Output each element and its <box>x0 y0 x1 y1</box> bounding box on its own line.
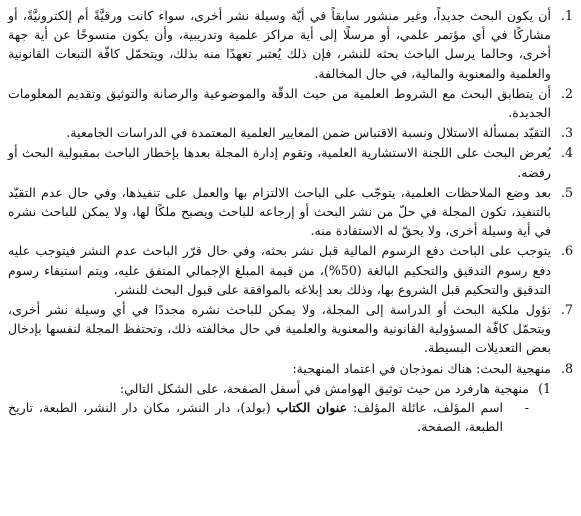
item-number: 4. <box>560 145 573 161</box>
list-item-5 <box>8 183 573 241</box>
bullet-item <box>8 398 573 436</box>
item-text: بعد وضع الملاحظات العلمية، يتوجّب على الباحث الالتزام بها والعمل على تنفيذها، وفي حال عدم التقيّد بالتنفيذ، تكون المجلة في حلّ من نشر البحث أو إرجاعه للباحث ويصبح ملكًا لها، ولا يمكن للباحث نشره في أية وسيلة أخرى، ولا يحقّ له الاستفادة منه. <box>8 184 551 239</box>
item-number: 1. <box>560 8 573 23</box>
sub-item-number: 1) <box>538 380 551 396</box>
list-item-7 <box>8 300 573 358</box>
item-number: 5. <box>560 184 573 200</box>
item-number: 7. <box>560 302 573 318</box>
list-item-4 <box>8 143 573 181</box>
item-number: 8. <box>560 360 573 376</box>
item-text: يُعرض البحث على اللجنة الاستشارية العلمية، وتقوم إدارة المجلة بعدها بإخطار الباحث بمقبولية البحث أو رفضه. <box>8 145 551 180</box>
bullet-text-after: (بولد)، دار النشر، مكان دار النشر، الطبعة، تاريخ الطبعة، الصفحة. <box>8 400 503 435</box>
item-text: أن يتطابق البحث مع الشروط العلمية من حيث الدقّة والموضوعية والرصانة والتوثيق وتقديم المعلومات الجديدة. <box>8 85 551 121</box>
bullet-text-before: اسم المؤلف، عائلة المؤلف: <box>347 400 503 416</box>
list-item-6 <box>8 241 573 299</box>
item-text: منهجية البحث: هناك نموذجان في اعتماد المنهجية: <box>292 360 551 376</box>
list-item-2 <box>8 84 573 122</box>
sub-list-item-1 <box>8 379 573 398</box>
item-number: 2. <box>560 85 573 101</box>
book-title-label: عنوان الكتاب <box>276 400 348 416</box>
sub-item-text: منهجية هارفرد من حيث توثيق الهوامش في أسفل الصفحة، على الشكل التالي: <box>119 380 529 396</box>
item-text: يتوجب على الباحث دفع الرسوم المالية قبل نشر بحثه، وفي حال قرّر الباحث عدم النشر فيتوجب عليه دفع رسوم التدقيق والتحكيم البالغة (50%)، من قيمة المبلغ الإجمالي المتفق عليه، ويتم استيفاء رسوم التدقيق والتحكيم قبل الشروع بها، وذلك بعد إبلاغه بالموافقة على قبول البحث للنشر. <box>8 243 551 297</box>
item-text: تؤول ملكية البحث أو الدراسة إلى المجلة، ولا يمكن للباحث نشره مجددًا في أي وسيلة نشر أخرى، ويتحمّل كافّة المسؤولية القانونية والمعنوية والعلمية في حال مخالفته ذلك، وتحتفظ المجلة لنفسها بإدخال بعض التعديلات البسيطة. <box>8 302 551 356</box>
bullet-text <box>8 398 503 436</box>
item-number: 6. <box>560 243 573 259</box>
list-item-8 <box>8 359 573 378</box>
list-item-3 <box>8 123 573 142</box>
item-text: التقيّد بمسألة الاستلال ونسبة الاقتباس ضمن المعايير العلمية المعتمدة في الدراسات الجامعية. <box>66 125 551 141</box>
item-text: أن يكون البحث جديداً، وغير منشور سابقاً في أيّة وسيلة نشر أخرى، سواء كانت ورقيَّةً أم إلكترونيَّةً، أو مشاركًا في أي مؤتمر علمي، أو مرسلًا إلى أية مراكز علمية وتدريبية، وأن يكون منسوخًا عن أية جهة أخرى، وحالما يرسل الباحث بحثه للنشر، فإن ذلك يُعتبر تعهدًا منه بذلك، ويتحمّل كافّة التبعات القانونية والعلمية والمعنوية والمالية، في حال المخالفة. <box>8 8 551 81</box>
item-number: 3. <box>560 125 573 141</box>
list-item-1 <box>8 6 573 83</box>
bullet-dash: - <box>524 400 529 416</box>
